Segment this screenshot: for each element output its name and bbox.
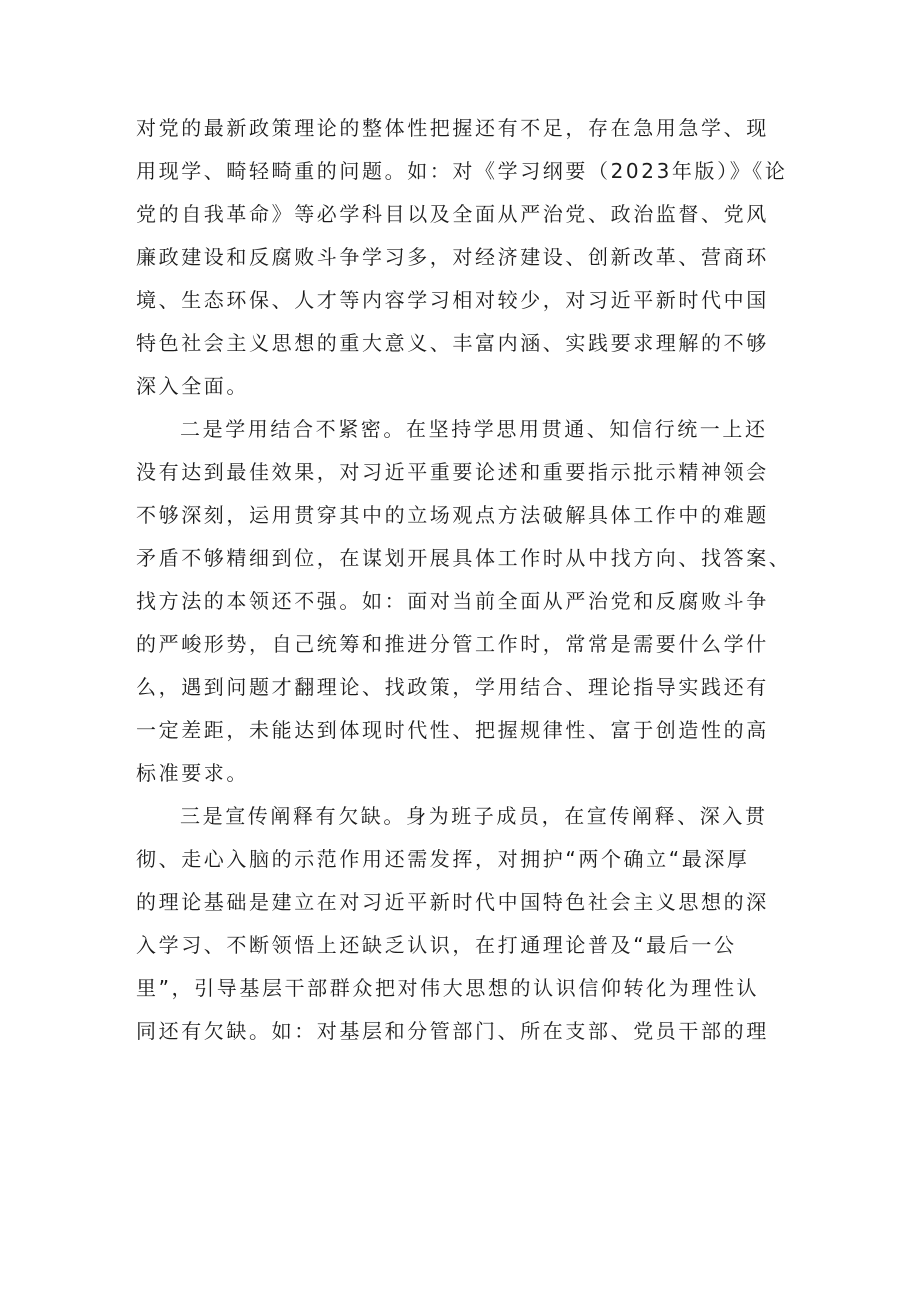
text-line: 找方法的本领还不强。如：面对当前全面从严治党和反腐败斗争 — [136, 589, 769, 613]
text-line: 里”，引导基层干部群众把对伟大思想的认识信仰转化为理性认 — [136, 976, 760, 1000]
text-line: 特色社会主义思想的重大意义、丰富内涵、实践要求理解的不够 — [136, 331, 769, 355]
text-line: 的理论基础是建立在对习近平新时代中国特色社会主义思想的深 — [136, 890, 769, 914]
text-line: 的严峻形势，自己统筹和推进分管工作时，常常是需要什么学什 — [136, 632, 769, 656]
text-line: 不够深刻，运用贯穿其中的立场观点方法破解具体工作中的难题 — [136, 503, 769, 527]
text-line: 廉政建设和反腐败斗争学习多，对经济建设、创新改革、营商环 — [136, 245, 769, 269]
text-line: 深入全面。 — [136, 374, 249, 398]
text-line: 么，遇到问题才翻理论、找政策，学用结合、理论指导实践还有 — [136, 675, 769, 699]
text-line: 彻、走心入脑的示范作用还需发挥，对拥护“两个确立“最深厚 — [136, 847, 750, 871]
text-line: 对党的最新政策理论的整体性把握还有不足，存在急用急学、现 — [136, 116, 769, 140]
text-line: 标准要求。 — [136, 761, 249, 785]
text-line: 党的自我革命》等必学科目以及全面从严治党、政治监督、党风 — [136, 202, 769, 226]
text-line: 境、生态环保、人才等内容学习相对较少，对习近平新时代中国 — [136, 288, 769, 312]
text-line: 没有达到最佳效果，对习近平重要论述和重要指示批示精神领会 — [136, 460, 769, 484]
text-line: 用现学、畸轻畸重的问题。如：对《学习纲要（2023年版）》《论 — [136, 159, 788, 183]
text-line: 一定差距，未能达到体现时代性、把握规律性、富于创造性的高 — [136, 718, 769, 742]
paragraph-start-line: 二是学用结合不紧密。在坚持学思用贯通、知信行统一上还 — [180, 417, 768, 441]
text-line: 矛盾不够精细到位，在谋划开展具体工作时从中找方向、找答案、 — [136, 546, 792, 570]
text-line: 同还有欠缺。如：对基层和分管部门、所在支部、党员干部的理 — [136, 1019, 769, 1043]
paragraph-start-line: 三是宣传阐释有欠缺。身为班子成员，在宣传阐释、深入贯 — [180, 804, 768, 828]
text-line: 入学习、不断领悟上还缺乏认识，在打通理论普及“最后一公 — [136, 933, 737, 957]
